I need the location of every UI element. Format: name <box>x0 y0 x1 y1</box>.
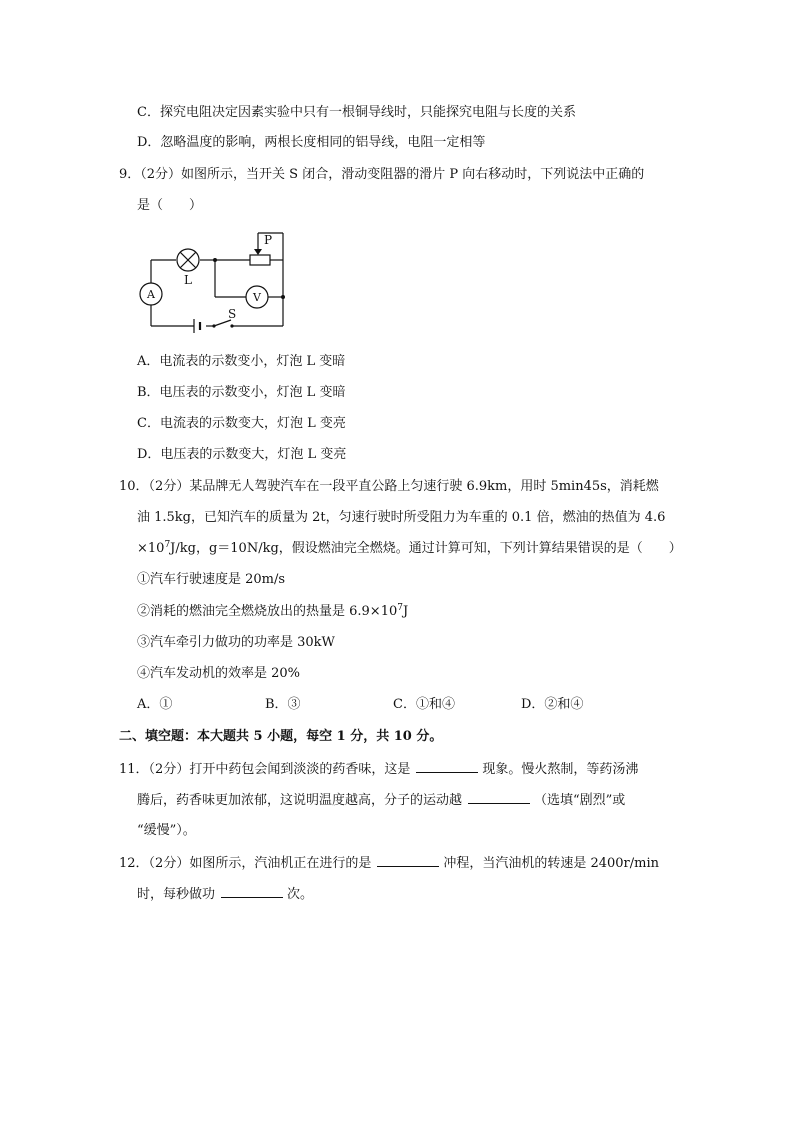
junction-dot <box>213 258 217 262</box>
q9-stem-line1: 9．（2分）如图所示，当开关 S 闭合，滑动变阻器的滑片 P 向右移动时，下列说法中正确的 <box>119 167 645 182</box>
q8-option-c: C．探究电阻决定因素实验中只有一根铜导线时，只能探究电阻与长度的关系 <box>137 105 576 120</box>
q10-item-1: ①汽车行驶速度是 20m/s <box>137 572 286 587</box>
q10-option-d: D．②和④ <box>521 697 584 712</box>
battery-symbol <box>194 319 200 333</box>
slider-arrow-icon <box>254 249 262 255</box>
ammeter-label: A <box>147 288 155 301</box>
section-heading: 二、填空题：本大题共 5 小题，每空 1 分，共 10 分。 <box>119 729 443 744</box>
q12-line2: 时，每秒做功 次。 <box>137 887 314 902</box>
switch-symbol <box>212 320 233 328</box>
q12-line1: 12．（2分）如图所示，汽油机正在进行的是 冲程，当汽油机的转速是 2400r/min <box>119 856 659 871</box>
q10-stem-line1: 10．（2分）某品牌无人驾驶汽车在一段平直公路上匀速行驶 6.9km，用时 5min45s，消耗燃 <box>119 479 659 494</box>
q10-item-3: ③汽车牵引力做功的功率是 30kW <box>137 635 335 650</box>
q9-option-a: A．电流表的示数变小，灯泡 L 变暗 <box>137 354 346 369</box>
switch-label: S <box>228 307 237 321</box>
q10-stem-line3: $\times 10^7J/kg$，g＝10N/kg，假设燃油完全燃烧。通过计算可知，下列计算结果错误的是（ ） <box>137 540 682 556</box>
answer-blank[interactable] <box>416 760 478 773</box>
q8-option-d: D．忽略温度的影响，两根长度相同的铝导线，电阻一定相等 <box>137 135 486 150</box>
q9-option-d: D．电压表的示数变大，灯泡 L 变亮 <box>137 447 347 462</box>
voltmeter-label: V <box>253 291 261 304</box>
q11-line3: “缓慢”）。 <box>137 823 196 838</box>
q11-line2: 腾后，药香味更加浓郁，这说明温度越高，分子的运动越 （选填“剧烈”或 <box>137 793 626 808</box>
lamp-symbol <box>177 249 199 271</box>
circuit-diagram <box>128 226 298 336</box>
slider-label: P <box>264 233 273 247</box>
answer-blank[interactable] <box>468 791 530 804</box>
q10-item-4: ④汽车发动机的效率是 20% <box>137 666 301 681</box>
q11-line1: 11．（2分）打开中药包会闻到淡淡的药香味，这是 现象。慢火熬制，等药汤沸 <box>119 762 639 777</box>
lamp-label: L <box>184 273 192 287</box>
q9-option-c: C．电流表的示数变大，灯泡 L 变亮 <box>137 416 346 431</box>
answer-blank[interactable] <box>377 854 439 867</box>
q10-options <box>137 696 649 714</box>
answer-blank[interactable] <box>221 885 283 898</box>
q10-stem-line2: 油 1.5kg，已知汽车的质量为 2t，匀速行驶时所受阻力为车重的 0.1 倍，燃油的热值为 4.6 <box>137 510 666 525</box>
junction-dot <box>281 295 285 299</box>
q10-option-a: A．① <box>137 697 173 712</box>
q9-stem-line2: 是（ ） <box>137 198 203 213</box>
q9-option-b: B．电压表的示数变小，灯泡 L 变暗 <box>137 385 346 400</box>
q10-option-c: C．①和④ <box>393 697 455 712</box>
rheostat-symbol <box>250 255 270 265</box>
q10-option-b: B．③ <box>265 697 301 712</box>
q10-item-2: ②消耗的燃油完全燃烧放出的热量是 $6.9\times 10^7J$ <box>137 603 409 619</box>
